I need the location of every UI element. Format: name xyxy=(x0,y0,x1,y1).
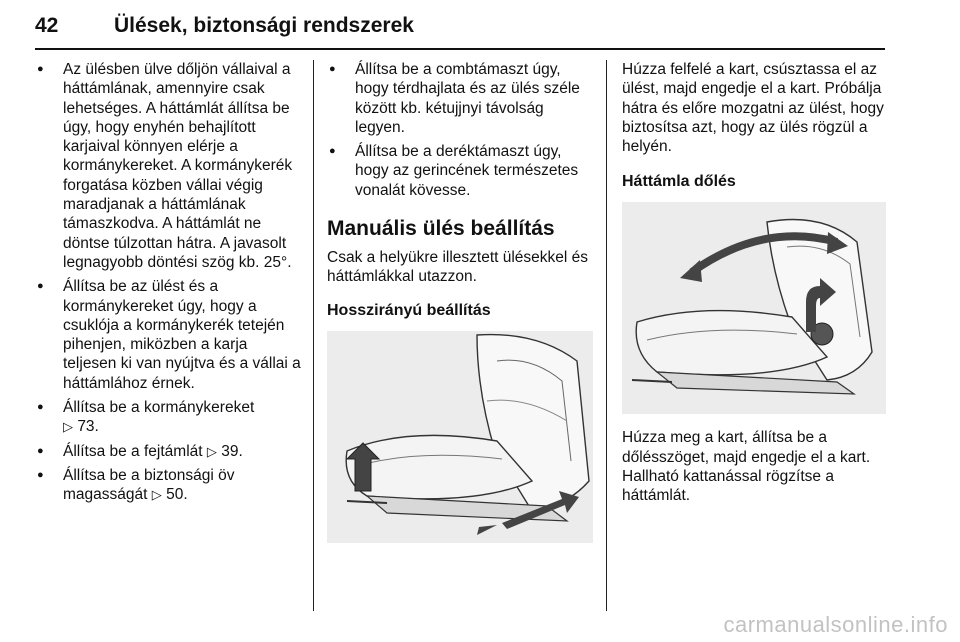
page-title: Ülések, biztonsági rendszerek xyxy=(114,14,414,37)
list-item xyxy=(35,398,303,437)
list-item: ● Állítsa be az ülést és a kormánykereket úgy, hogy a csuklója a kormánykerék tetején pihenjen, miközben a karja teljesen ki van nyújtva és a vállai a háttámlához érnek. xyxy=(35,277,303,393)
page-reference[interactable]: 73. xyxy=(77,418,99,436)
column-2 xyxy=(327,60,595,543)
list-item xyxy=(35,442,303,461)
item-text: Állítsa be a biztonsági öv magasságát xyxy=(63,466,235,504)
subsection-heading: Hosszirányú beállítás xyxy=(327,301,491,319)
list-item: ● Állítsa be a combtámaszt úgy, hogy térdhajlata és az ülés széle között kb. kétujjnyi távolság legyen. xyxy=(327,60,595,137)
column-3 xyxy=(622,60,888,506)
arrow-ref-icon: ▷ xyxy=(151,487,162,503)
page-header xyxy=(35,14,885,46)
list-item xyxy=(35,466,303,505)
item-text: Állítsa be a kormánykereket xyxy=(63,399,255,417)
page-number: 42 xyxy=(35,14,59,37)
subsection-heading: Háttámla dőlés xyxy=(622,173,736,191)
seat-recline-illustration xyxy=(622,202,886,414)
item-text: Állítsa be a fejtámlát xyxy=(63,442,203,460)
bullet-list xyxy=(327,60,595,200)
list-item: ● Az ülésben ülve dőljön vállaival a háttámlának, amennyire csak lehetséges. A háttámlát állítsa be úgy, hogy enyhén behajlított karjaival könnyen elérje a kormánykereket. A kormánykerék forgatása közben vállai végig maradjanak a háttámlának támaszkodva. A háttámlát ne döntse túlzottan hátra. A javasolt legnagyobb döntési szög kb. 25°. xyxy=(35,60,303,272)
list-item: ● Állítsa be a deréktámaszt úgy, hogy az gerincének természetes vonalát kövesse. xyxy=(327,142,595,200)
seat-longitudinal-adjust-illustration xyxy=(327,331,593,543)
column-divider-2 xyxy=(606,60,607,611)
page-reference[interactable]: 39. xyxy=(221,442,243,460)
bullet-list xyxy=(35,60,303,505)
column-1 xyxy=(35,60,303,510)
watermark: carmanualsonline.info xyxy=(723,612,948,637)
section-heading: Manuális ülés beállítás xyxy=(327,217,555,241)
instruction-paragraph: Húzza felfelé a kart, csúsztassa el az ülést, majd engedje el a kart. Próbálja hátra és előre mozgatni az ülést, hogy biztosítsa azt, hogy az ülés rögzül a helyén. xyxy=(622,61,884,156)
header-divider xyxy=(35,48,885,50)
arrow-ref-icon: ▷ xyxy=(63,419,73,435)
instruction-paragraph: Húzza meg a kart, állítsa be a dőlésszöget, majd engedje el a kart. Hallható kattanással rögzítse a háttámlát. xyxy=(622,429,871,505)
column-divider-1 xyxy=(313,60,314,611)
section-text: Csak a helyükre illesztett ülésekkel és háttámlákkal utazzon. xyxy=(327,249,589,286)
arrow-ref-icon: ▷ xyxy=(206,443,217,459)
page-reference[interactable]: 50. xyxy=(166,486,188,504)
